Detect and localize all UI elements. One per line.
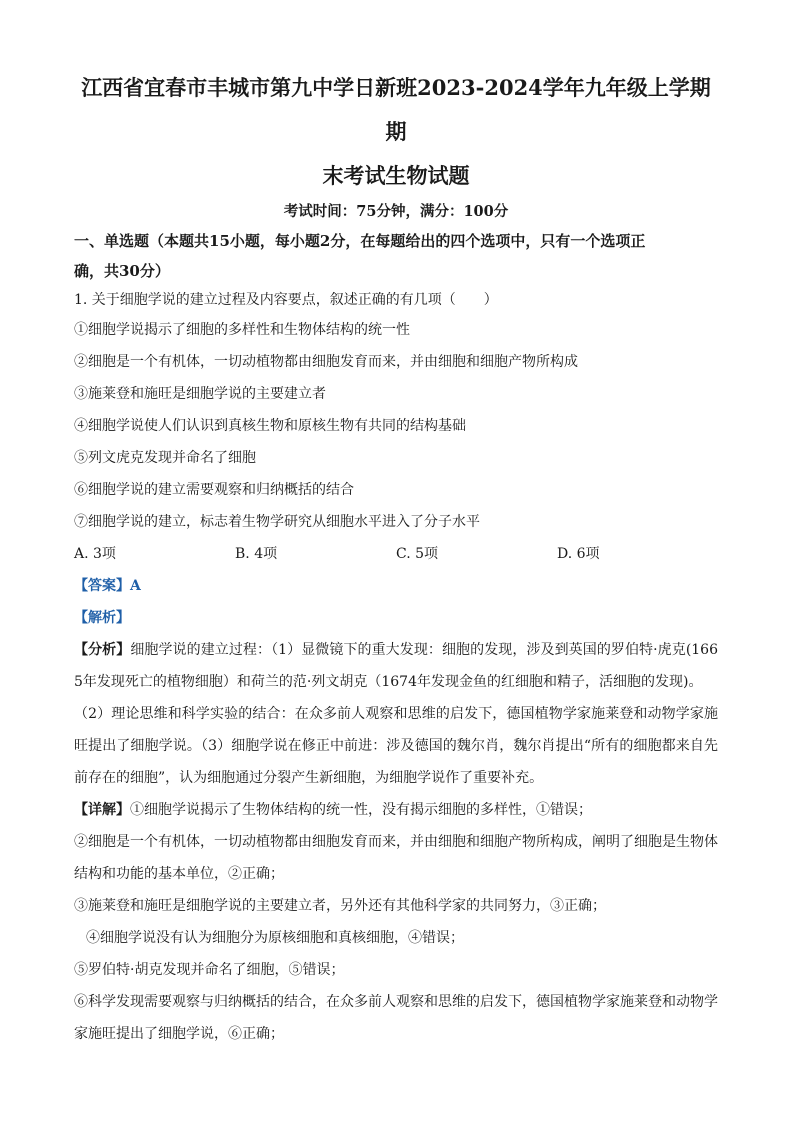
option-d: D. 6项 <box>557 546 600 562</box>
option-a: A. 3项 <box>74 546 116 562</box>
detail-item-4: ④细胞学说没有认为细胞分为原核细胞和真核细胞，④错误； <box>86 930 464 946</box>
detail-item-1: ①细胞学说揭示了生物体结构的统一性，没有揭示细胞的多样性，①错误； <box>130 802 592 818</box>
page-title <box>74 66 718 198</box>
section-heading <box>74 226 718 286</box>
option-c: C. 5项 <box>396 546 439 562</box>
section-heading-line-1: 一、单选题（本题共15小题，每小题2分，在每题给出的四个选项中，只有一个选项正 <box>74 232 646 250</box>
analysis-paragraph <box>74 634 718 698</box>
statement-6: ⑥细胞学说的建立需要观察和归纳概括的结合 <box>74 482 354 498</box>
analysis-paragraph-2: （2）理论思维和科学实验的结合：在众多前人观察和思维的启发下，德国植物学家施莱登和动物学家施旺提出了细胞学说。（3）细胞学说在修正中前进：涉及德国的魏尔肖，魏尔肖提出“所有的细胞都来自先前存在的细胞”，认为细胞通过分裂产生新细胞，为细胞学说作了重要补充。 <box>74 706 718 786</box>
title-line-2: 末考试生物试题 <box>322 163 470 188</box>
statement-2: ②细胞是一个有机体，一切动植物都由细胞发育而来，并由细胞和细胞产物所构成 <box>74 354 578 370</box>
detail-item-5: ⑤罗伯特·胡克发现并命名了细胞，⑤错误； <box>74 962 345 978</box>
answer-tag: 【答案】A <box>74 578 141 594</box>
analysis-label: 【分析】 <box>74 642 131 658</box>
option-b: B. 4项 <box>235 546 278 562</box>
statement-5: ⑤列文虎克发现并命名了细胞 <box>74 450 256 466</box>
detail-item-3: ③施莱登和施旺是细胞学说的主要建立者，另外还有其他科学家的共同努力，③正确； <box>74 898 606 914</box>
statement-7: ⑦细胞学说的建立，标志着生物学研究从细胞水平进入了分子水平 <box>74 514 480 530</box>
analysis-tag: 【解析】 <box>74 610 130 626</box>
statement-1: ①细胞学说揭示了细胞的多样性和生物体结构的统一性 <box>74 322 410 338</box>
statement-4: ④细胞学说使人们认识到真核生物和原核生物有共同的结构基础 <box>74 418 466 434</box>
question-stem: 1. 关于细胞学说的建立过程及内容要点，叙述正确的有几项（ ） <box>74 292 498 308</box>
analysis-text: 细胞学说的建立过程：（1）显微镜下的重大发现：细胞的发现，涉及到英国的罗伯特·虎克(1665年发现死亡的植物细胞）和荷兰的范·列文胡克（1674年发现金鱼的红细胞和精子，活细胞的发现)。 <box>74 642 718 690</box>
answer-options <box>74 538 718 570</box>
detail-label: 【详解】 <box>74 802 130 818</box>
section-heading-line-2: 确，共30分） <box>74 262 170 280</box>
statement-3: ③施莱登和施旺是细胞学说的主要建立者 <box>74 386 326 402</box>
detail-paragraph-1 <box>74 794 718 826</box>
detail-item-6: ⑥科学发现需要观察与归纳概括的结合，在众多前人观察和思维的启发下，德国植物学家施莱登和动物学家施旺提出了细胞学说，⑥正确； <box>74 994 718 1042</box>
detail-item-2: ②细胞是一个有机体，一切动植物都由细胞发育而来，并由细胞和细胞产物所构成，阐明了细胞是生物体结构和功能的基本单位，②正确； <box>74 834 718 882</box>
exam-meta: 考试时间：75分钟，满分：100分 <box>283 203 509 220</box>
title-line-1: 江西省宜春市丰城市第九中学日新班2023-2024学年九年级上学期期 <box>81 75 711 144</box>
